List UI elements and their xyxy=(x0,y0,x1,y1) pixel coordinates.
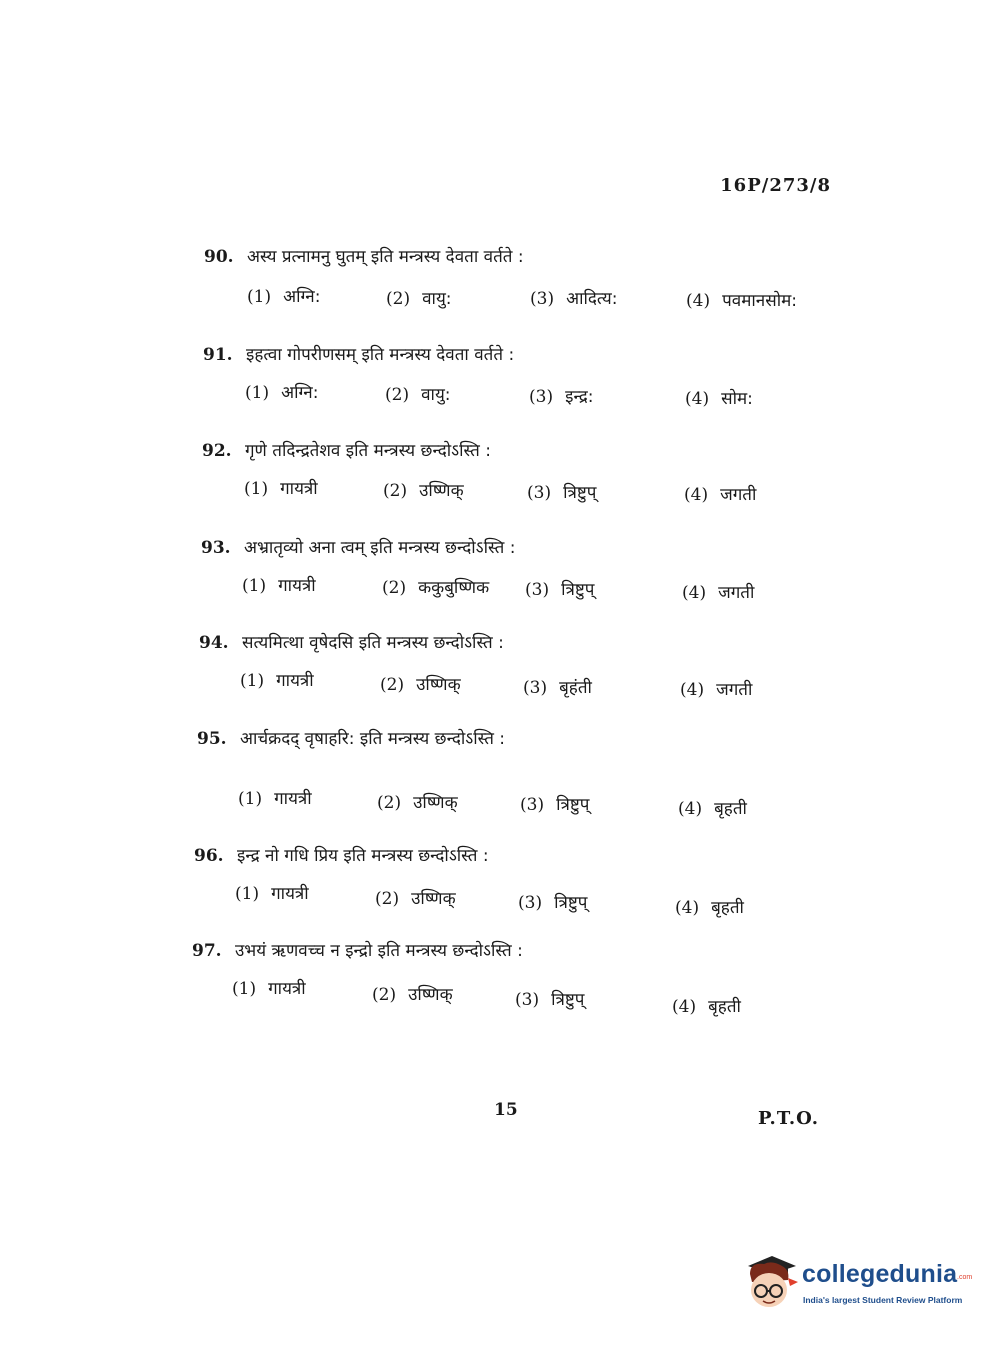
question-96 xyxy=(0,843,1001,923)
question-number: 91. xyxy=(203,345,233,365)
option-3: (3) त्रिष्टुप् xyxy=(518,893,588,913)
question-number: 93. xyxy=(201,538,231,558)
question-text: सत्यमित्था वृषेदसि इति मन्त्रस्य छन्दोऽस्ति : xyxy=(241,633,504,653)
question-number: 90. xyxy=(204,247,234,267)
option-2: (2) उष्णिक् xyxy=(377,793,458,813)
option-3: (3) त्रिष्टुप् xyxy=(525,580,595,600)
brand-domain: .com xyxy=(957,1274,973,1281)
option-2: (2) वायु: xyxy=(385,385,451,405)
option-1: (1) अग्नि: xyxy=(245,383,319,403)
question-text: आर्चक्रदद् वृषाहरि: इति मन्त्रस्य छन्दोऽस्ति : xyxy=(239,729,506,749)
option-3: (3) इन्द्र: xyxy=(529,387,594,407)
option-4: (4) बृहती xyxy=(678,799,747,819)
question-90 xyxy=(0,244,1001,324)
question-92 xyxy=(0,438,1001,518)
option-3: (3) त्रिष्टुप् xyxy=(527,483,597,503)
question-number: 97. xyxy=(192,941,222,961)
option-1: (1) गायत्री xyxy=(240,671,314,691)
option-2: (2) उष्णिक् xyxy=(372,985,453,1005)
option-4: (4) जगती xyxy=(684,485,757,505)
option-2: (2) उष्णिक् xyxy=(383,481,464,501)
option-1: (1) गायत्री xyxy=(238,789,312,809)
option-4: (4) बृहती xyxy=(675,898,744,918)
question-text: इहत्वा गोपरीणसम् इति मन्त्रस्य देवता वर्तते : xyxy=(245,345,515,365)
question-number: 95. xyxy=(197,729,227,749)
option-4: (4) जगती xyxy=(680,680,753,700)
option-4: (4) जगती xyxy=(682,583,755,603)
option-3: (3) त्रिष्टुप् xyxy=(515,990,585,1010)
question-text: उभयं ऋणवच्च न इन्द्रो इति मन्त्रस्य छन्दोऽस्ति : xyxy=(234,941,523,961)
option-1: (1) गायत्री xyxy=(232,979,306,999)
pto-label: P.T.O. xyxy=(758,1108,820,1129)
page-number: 15 xyxy=(494,1100,518,1120)
option-2: (2) वायु: xyxy=(386,289,452,309)
option-4: (4) पवमानसोम: xyxy=(686,291,797,311)
question-number: 94. xyxy=(199,633,229,653)
question-number: 96. xyxy=(194,846,224,866)
question-97 xyxy=(0,938,1001,1018)
question-94 xyxy=(0,630,1001,710)
brand-tagline: India's largest Student Review Platform xyxy=(803,1295,963,1305)
option-3: (3) बृहंती xyxy=(523,678,592,698)
question-93 xyxy=(0,535,1001,615)
option-3: (3) आदित्य: xyxy=(530,289,618,309)
option-1: (1) गायत्री xyxy=(235,884,309,904)
option-1: (1) अग्नि: xyxy=(247,287,321,307)
option-2: (2) उष्णिक् xyxy=(380,675,461,695)
question-91 xyxy=(0,342,1001,422)
option-4: (4) सोम: xyxy=(685,389,753,409)
option-1: (1) गायत्री xyxy=(244,479,318,499)
option-2: (2) ककुबुष्णिक xyxy=(382,578,490,598)
paper-code: 16P/273/8 xyxy=(720,175,831,196)
brand-name: collegedunia xyxy=(802,1260,958,1288)
question-95 xyxy=(0,726,1001,819)
question-text: अभ्रातृव्यो अना त्वम् इति मन्त्रस्य छन्दोऽस्ति : xyxy=(243,538,516,558)
option-4: (4) बृहती xyxy=(672,997,741,1017)
question-text: इन्द्र नो गधि प्रिय इति मन्त्रस्य छन्दोऽस्ति : xyxy=(236,846,489,866)
collegedunia-logo xyxy=(742,1250,972,1316)
question-number: 92. xyxy=(202,441,232,461)
option-3: (3) त्रिष्टुप् xyxy=(520,795,590,815)
mascot-icon xyxy=(742,1252,800,1312)
option-2: (2) उष्णिक् xyxy=(375,889,456,909)
option-1: (1) गायत्री xyxy=(242,576,316,596)
question-text: अस्य प्रत्नामनु घुतम् इति मन्त्रस्य देवता वर्तते : xyxy=(246,247,524,267)
question-text: गृणे तदिन्द्रतेशव इति मन्त्रस्य छन्दोऽस्ति : xyxy=(244,441,491,461)
